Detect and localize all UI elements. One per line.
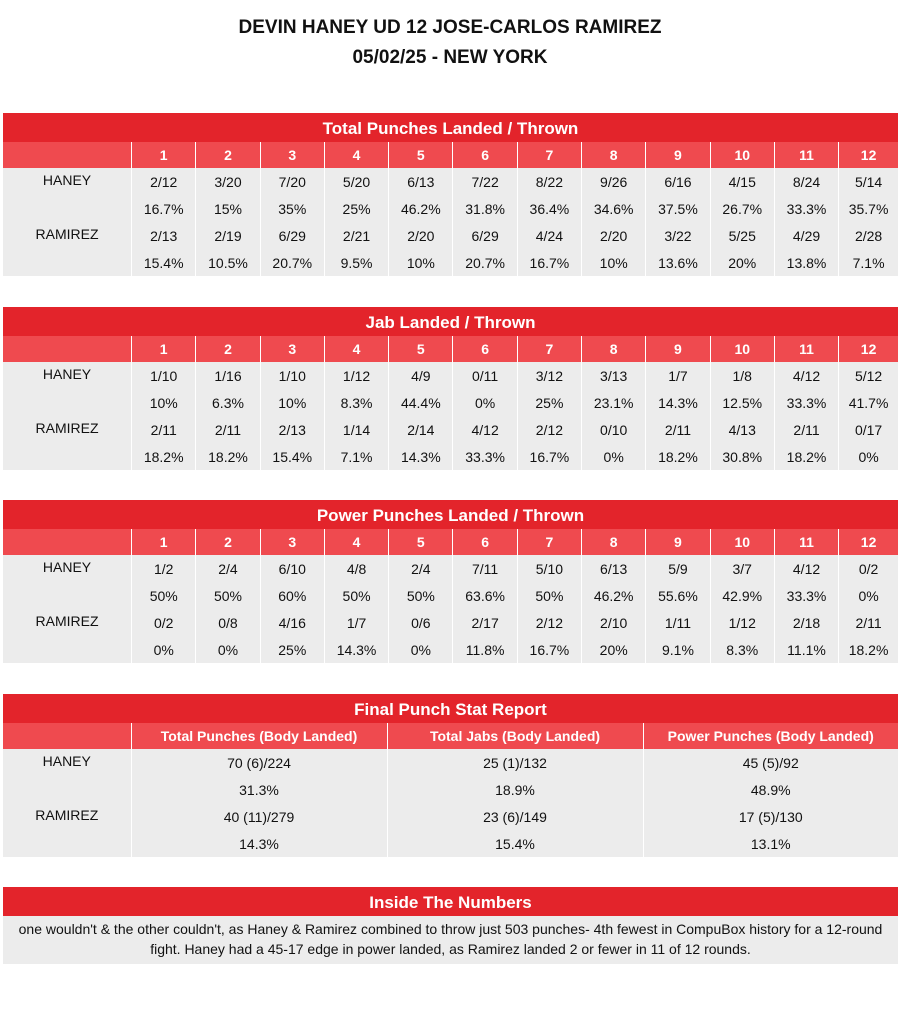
fighter-name: HANEY xyxy=(3,362,132,416)
round-header: 4 xyxy=(324,142,388,168)
landed-cell: 6/13 xyxy=(582,555,646,582)
pct-cell: 50% xyxy=(132,582,196,609)
pct-cell: 20.7% xyxy=(260,249,324,276)
landed-cell: 5/10 xyxy=(517,555,581,582)
final-cell: 70 (6)/224 xyxy=(131,749,387,776)
pct-cell: 25% xyxy=(517,389,581,416)
final-pct-cell: 48.9% xyxy=(643,776,898,803)
fighter-pct-row xyxy=(3,636,898,663)
landed-cell: 0/2 xyxy=(132,609,196,636)
round-header: 2 xyxy=(196,142,260,168)
pct-cell: 10.5% xyxy=(196,249,260,276)
round-header: 7 xyxy=(517,529,581,555)
final-cell: 25 (1)/132 xyxy=(387,749,643,776)
landed-cell: 6/13 xyxy=(389,168,453,195)
landed-cell: 1/11 xyxy=(646,609,710,636)
landed-cell: 2/11 xyxy=(196,416,260,443)
round-header: 11 xyxy=(774,529,838,555)
pct-cell: 14.3% xyxy=(646,389,710,416)
page-title: DEVIN HANEY UD 12 JOSE-CARLOS RAMIREZ xyxy=(238,17,662,38)
col-total-punches: Total Punches (Body Landed) xyxy=(131,723,387,749)
landed-cell: 1/12 xyxy=(710,609,774,636)
landed-cell: 8/24 xyxy=(774,168,838,195)
landed-cell: 1/16 xyxy=(196,362,260,389)
landed-cell: 1/8 xyxy=(710,362,774,389)
landed-cell: 2/20 xyxy=(389,222,453,249)
landed-cell: 9/26 xyxy=(582,168,646,195)
pct-cell: 50% xyxy=(196,582,260,609)
pct-cell: 33.3% xyxy=(453,443,517,470)
pct-cell: 14.3% xyxy=(324,636,388,663)
pct-cell: 18.2% xyxy=(132,443,196,470)
pct-cell: 55.6% xyxy=(646,582,710,609)
pct-cell: 35.7% xyxy=(839,195,898,222)
round-header-row xyxy=(3,336,898,362)
round-header: 5 xyxy=(389,529,453,555)
pct-cell: 7.1% xyxy=(839,249,898,276)
landed-cell: 2/13 xyxy=(132,222,196,249)
total-punches-title: Total Punches Landed / Thrown xyxy=(3,113,898,142)
fighter-landed-row xyxy=(3,168,898,195)
pct-cell: 20% xyxy=(582,636,646,663)
pct-cell: 37.5% xyxy=(646,195,710,222)
landed-cell: 5/12 xyxy=(839,362,898,389)
round-header-blank xyxy=(3,529,132,555)
landed-cell: 3/7 xyxy=(710,555,774,582)
pct-cell: 16.7% xyxy=(132,195,196,222)
final-cell: 40 (11)/279 xyxy=(131,803,387,830)
pct-cell: 13.8% xyxy=(774,249,838,276)
final-cell: 17 (5)/130 xyxy=(643,803,898,830)
round-header: 5 xyxy=(389,142,453,168)
final-pct-row-haney xyxy=(3,776,898,803)
landed-cell: 3/22 xyxy=(646,222,710,249)
final-cell: 45 (5)/92 xyxy=(643,749,898,776)
fighter-name: RAMIREZ xyxy=(3,222,132,276)
power-punches-title: Power Punches Landed / Thrown xyxy=(3,500,898,529)
round-header: 10 xyxy=(710,336,774,362)
landed-cell: 1/7 xyxy=(324,609,388,636)
fighter-landed-row xyxy=(3,555,898,582)
pct-cell: 0% xyxy=(196,636,260,663)
pct-cell: 41.7% xyxy=(839,389,898,416)
pct-cell: 11.1% xyxy=(774,636,838,663)
round-header: 2 xyxy=(196,529,260,555)
fighter-landed-row xyxy=(3,416,898,443)
round-header: 9 xyxy=(646,142,710,168)
pct-cell: 16.7% xyxy=(517,249,581,276)
landed-cell: 4/24 xyxy=(517,222,581,249)
landed-cell: 2/14 xyxy=(389,416,453,443)
pct-cell: 16.7% xyxy=(517,443,581,470)
landed-cell: 2/21 xyxy=(324,222,388,249)
landed-cell: 0/11 xyxy=(453,362,517,389)
landed-cell: 2/12 xyxy=(517,416,581,443)
round-header: 10 xyxy=(710,142,774,168)
pct-cell: 33.3% xyxy=(774,582,838,609)
landed-cell: 2/10 xyxy=(582,609,646,636)
landed-cell: 5/20 xyxy=(324,168,388,195)
col-power-punches: Power Punches (Body Landed) xyxy=(643,723,898,749)
pct-cell: 50% xyxy=(517,582,581,609)
landed-cell: 4/29 xyxy=(774,222,838,249)
landed-cell: 2/11 xyxy=(774,416,838,443)
landed-cell: 8/22 xyxy=(517,168,581,195)
landed-cell: 3/13 xyxy=(582,362,646,389)
pct-cell: 33.3% xyxy=(774,389,838,416)
landed-cell: 6/16 xyxy=(646,168,710,195)
landed-cell: 4/12 xyxy=(453,416,517,443)
pct-cell: 18.2% xyxy=(646,443,710,470)
pct-cell: 10% xyxy=(389,249,453,276)
landed-cell: 1/10 xyxy=(132,362,196,389)
power-punches-table xyxy=(3,529,898,663)
final-report-table xyxy=(3,723,898,857)
pct-cell: 50% xyxy=(324,582,388,609)
round-header: 11 xyxy=(774,142,838,168)
pct-cell: 18.2% xyxy=(839,636,898,663)
pct-cell: 9.5% xyxy=(324,249,388,276)
pct-cell: 30.8% xyxy=(710,443,774,470)
pct-cell: 0% xyxy=(839,582,898,609)
pct-cell: 36.4% xyxy=(517,195,581,222)
landed-cell: 2/19 xyxy=(196,222,260,249)
landed-cell: 5/14 xyxy=(839,168,898,195)
landed-cell: 5/9 xyxy=(646,555,710,582)
fighter-landed-row xyxy=(3,362,898,389)
round-header: 8 xyxy=(582,142,646,168)
round-header: 7 xyxy=(517,336,581,362)
landed-cell: 2/17 xyxy=(453,609,517,636)
landed-cell: 7/20 xyxy=(260,168,324,195)
landed-cell: 2/11 xyxy=(132,416,196,443)
round-header: 3 xyxy=(260,529,324,555)
page-subtitle: 05/02/25 - NEW YORK xyxy=(352,47,548,68)
pct-cell: 8.3% xyxy=(324,389,388,416)
landed-cell: 2/20 xyxy=(582,222,646,249)
landed-cell: 2/12 xyxy=(517,609,581,636)
landed-cell: 1/7 xyxy=(646,362,710,389)
inside-numbers-section xyxy=(3,887,898,964)
landed-cell: 2/4 xyxy=(389,555,453,582)
round-header: 6 xyxy=(453,529,517,555)
pct-cell: 26.7% xyxy=(710,195,774,222)
landed-cell: 0/8 xyxy=(196,609,260,636)
round-header-row xyxy=(3,529,898,555)
fighter-landed-row xyxy=(3,222,898,249)
landed-cell: 2/12 xyxy=(132,168,196,195)
pct-cell: 11.8% xyxy=(453,636,517,663)
fighter-pct-row xyxy=(3,195,898,222)
fighter-pct-row xyxy=(3,389,898,416)
fighter-name: HANEY xyxy=(3,168,132,222)
pct-cell: 9.1% xyxy=(646,636,710,663)
round-header: 2 xyxy=(196,336,260,362)
pct-cell: 12.5% xyxy=(710,389,774,416)
landed-cell: 1/12 xyxy=(324,362,388,389)
col-total-jabs: Total Jabs (Body Landed) xyxy=(387,723,643,749)
pct-cell: 46.2% xyxy=(582,582,646,609)
pct-cell: 0% xyxy=(453,389,517,416)
round-header: 12 xyxy=(839,336,898,362)
jabs-title: Jab Landed / Thrown xyxy=(3,307,898,336)
pct-cell: 18.2% xyxy=(774,443,838,470)
landed-cell: 4/12 xyxy=(774,362,838,389)
pct-cell: 23.1% xyxy=(582,389,646,416)
pct-cell: 20% xyxy=(710,249,774,276)
landed-cell: 3/20 xyxy=(196,168,260,195)
pct-cell: 0% xyxy=(132,636,196,663)
fighter-name: HANEY xyxy=(3,749,131,803)
round-header-blank xyxy=(3,336,132,362)
landed-cell: 0/10 xyxy=(582,416,646,443)
landed-cell: 4/15 xyxy=(710,168,774,195)
final-report-title: Final Punch Stat Report xyxy=(3,694,898,723)
round-header: 12 xyxy=(839,529,898,555)
round-header-row xyxy=(3,142,898,168)
landed-cell: 6/29 xyxy=(260,222,324,249)
landed-cell: 3/12 xyxy=(517,362,581,389)
total-punches-table xyxy=(3,142,898,276)
round-header-blank xyxy=(3,142,132,168)
final-report-section xyxy=(3,694,898,857)
pct-cell: 6.3% xyxy=(196,389,260,416)
fighter-pct-row xyxy=(3,249,898,276)
final-row-ramirez xyxy=(3,803,898,830)
final-pct-row-ramirez xyxy=(3,830,898,857)
landed-cell: 7/11 xyxy=(453,555,517,582)
round-header: 7 xyxy=(517,142,581,168)
round-header: 3 xyxy=(260,336,324,362)
pct-cell: 15% xyxy=(196,195,260,222)
landed-cell: 2/11 xyxy=(646,416,710,443)
pct-cell: 0% xyxy=(389,636,453,663)
final-pct-cell: 31.3% xyxy=(131,776,387,803)
pct-cell: 63.6% xyxy=(453,582,517,609)
fighter-name: RAMIREZ xyxy=(3,416,132,470)
pct-cell: 33.3% xyxy=(774,195,838,222)
pct-cell: 10% xyxy=(132,389,196,416)
round-header: 1 xyxy=(132,529,196,555)
pct-cell: 25% xyxy=(324,195,388,222)
power-punches-section xyxy=(3,500,898,663)
fighter-pct-row xyxy=(3,443,898,470)
round-header: 12 xyxy=(839,142,898,168)
round-header: 1 xyxy=(132,142,196,168)
landed-cell: 1/2 xyxy=(132,555,196,582)
fighter-name: RAMIREZ xyxy=(3,803,131,857)
pct-cell: 46.2% xyxy=(389,195,453,222)
final-pct-cell: 14.3% xyxy=(131,830,387,857)
landed-cell: 2/28 xyxy=(839,222,898,249)
pct-cell: 34.6% xyxy=(582,195,646,222)
round-header: 4 xyxy=(324,336,388,362)
landed-cell: 0/17 xyxy=(839,416,898,443)
landed-cell: 1/14 xyxy=(324,416,388,443)
landed-cell: 7/22 xyxy=(453,168,517,195)
pct-cell: 13.6% xyxy=(646,249,710,276)
landed-cell: 2/13 xyxy=(260,416,324,443)
pct-cell: 42.9% xyxy=(710,582,774,609)
landed-cell: 4/16 xyxy=(260,609,324,636)
landed-cell: 0/2 xyxy=(839,555,898,582)
pct-cell: 15.4% xyxy=(132,249,196,276)
fighter-name: HANEY xyxy=(3,555,132,609)
landed-cell: 2/18 xyxy=(774,609,838,636)
pct-cell: 35% xyxy=(260,195,324,222)
jabs-table xyxy=(3,336,898,470)
pct-cell: 20.7% xyxy=(453,249,517,276)
inside-numbers-text: one wouldn't & the other couldn't, as Haney & Ramirez combined to throw just 503 punches- 4th fewest in CompuBox history for a 12-round fight. Haney had a 45-17 edge in power landed, as Ramirez landed 2 or fewer in 11 of 12 rounds. xyxy=(3,916,898,964)
landed-cell: 4/13 xyxy=(710,416,774,443)
pct-cell: 15.4% xyxy=(260,443,324,470)
landed-cell: 4/8 xyxy=(324,555,388,582)
final-row-haney xyxy=(3,749,898,776)
final-cell: 23 (6)/149 xyxy=(387,803,643,830)
pct-cell: 10% xyxy=(260,389,324,416)
round-header: 6 xyxy=(453,142,517,168)
fighter-name: RAMIREZ xyxy=(3,609,132,663)
pct-cell: 8.3% xyxy=(710,636,774,663)
round-header: 8 xyxy=(582,529,646,555)
round-header: 4 xyxy=(324,529,388,555)
landed-cell: 6/10 xyxy=(260,555,324,582)
fighter-pct-row xyxy=(3,582,898,609)
pct-cell: 16.7% xyxy=(517,636,581,663)
round-header: 8 xyxy=(582,336,646,362)
total-punches-section xyxy=(3,113,898,276)
final-pct-cell: 18.9% xyxy=(387,776,643,803)
pct-cell: 14.3% xyxy=(389,443,453,470)
pct-cell: 31.8% xyxy=(453,195,517,222)
round-header: 11 xyxy=(774,336,838,362)
round-header: 3 xyxy=(260,142,324,168)
round-header: 10 xyxy=(710,529,774,555)
landed-cell: 2/4 xyxy=(196,555,260,582)
round-header: 1 xyxy=(132,336,196,362)
landed-cell: 0/6 xyxy=(389,609,453,636)
pct-cell: 0% xyxy=(839,443,898,470)
pct-cell: 7.1% xyxy=(324,443,388,470)
inside-numbers-title: Inside The Numbers xyxy=(3,887,898,916)
landed-cell: 1/10 xyxy=(260,362,324,389)
fighter-landed-row xyxy=(3,609,898,636)
final-pct-cell: 15.4% xyxy=(387,830,643,857)
final-header-row xyxy=(3,723,898,749)
pct-cell: 0% xyxy=(582,443,646,470)
landed-cell: 2/11 xyxy=(839,609,898,636)
pct-cell: 60% xyxy=(260,582,324,609)
landed-cell: 4/12 xyxy=(774,555,838,582)
round-header: 9 xyxy=(646,529,710,555)
final-pct-cell: 13.1% xyxy=(643,830,898,857)
pct-cell: 18.2% xyxy=(196,443,260,470)
round-header: 6 xyxy=(453,336,517,362)
pct-cell: 44.4% xyxy=(389,389,453,416)
pct-cell: 25% xyxy=(260,636,324,663)
landed-cell: 5/25 xyxy=(710,222,774,249)
pct-cell: 50% xyxy=(389,582,453,609)
landed-cell: 4/9 xyxy=(389,362,453,389)
jabs-section xyxy=(3,307,898,470)
final-header-blank xyxy=(3,723,131,749)
landed-cell: 6/29 xyxy=(453,222,517,249)
round-header: 9 xyxy=(646,336,710,362)
round-header: 5 xyxy=(389,336,453,362)
pct-cell: 10% xyxy=(582,249,646,276)
